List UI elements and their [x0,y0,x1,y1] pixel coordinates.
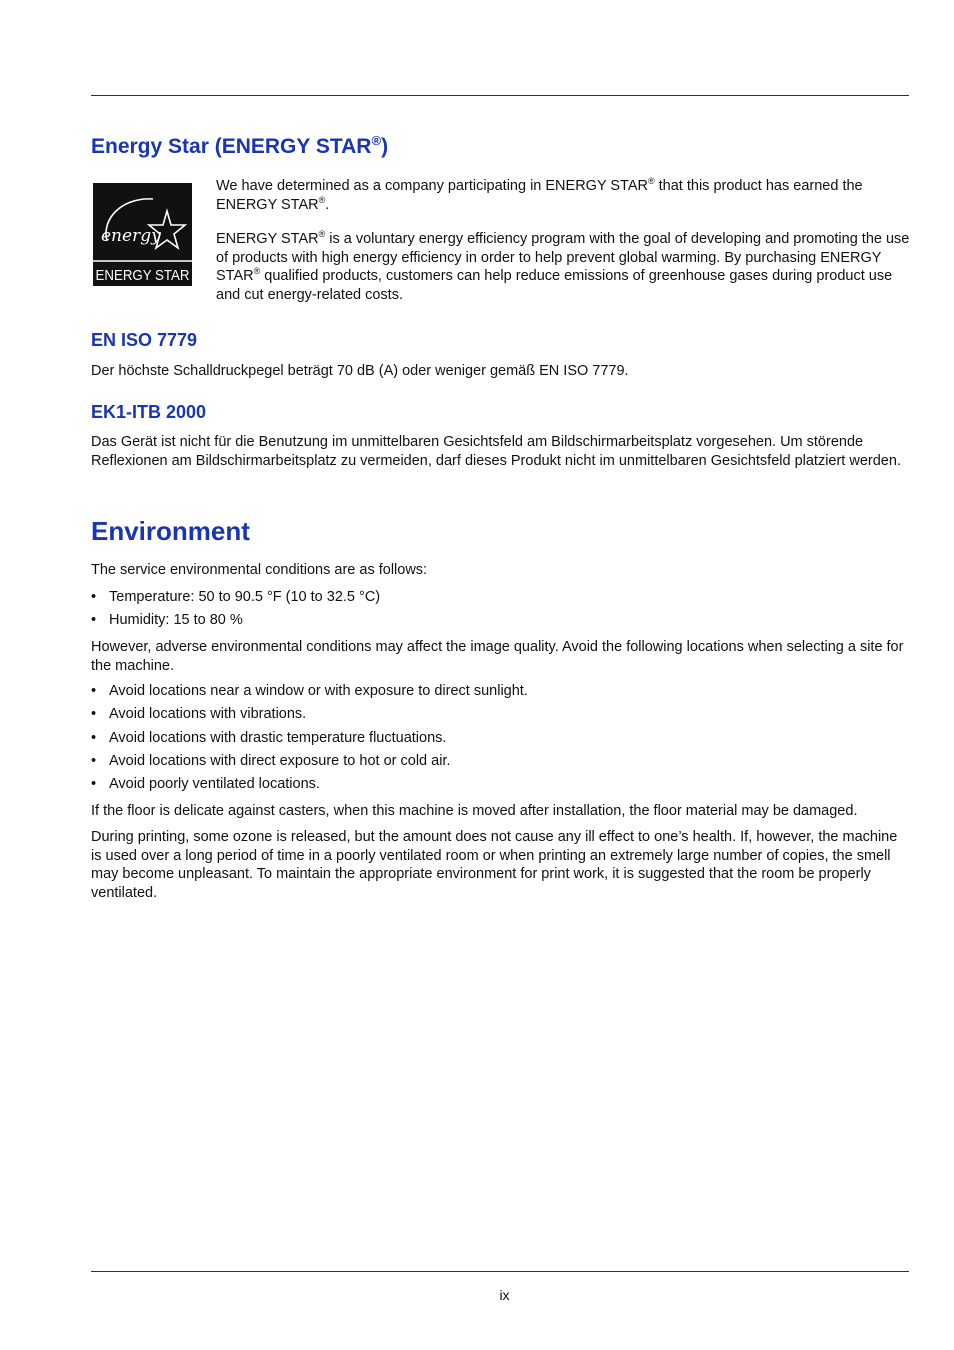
list-item: • Humidity: 15 to 80 % [91,612,243,629]
bullet-icon: • [91,729,97,746]
list-item: • Temperature: 50 to 90.5 °F (10 to 32.5 °C) [91,589,381,605]
list-item: • Avoid poorly ventilated locations. [91,776,320,793]
energy-star-logo-text: ENERGY STAR [95,267,190,284]
avoid-list [91,682,528,798]
list-item: • Avoid locations near a window or with exposure to direct sunlight. [91,683,528,699]
energy-script-text: energy [101,226,161,246]
environment-ozone: During printing, some ozone is released, but the amount does not cause any ill effect to one’s health. If, however, the machine is used over a long period of time in a poorly ventilated room or when printing an extremely large number of copies, the smell may become unpleasant. To maintain the appropriate environment for print work, it is suggested that the room be properly ventilated. [91,829,898,901]
environment-warning: However, adverse environmental conditions may affect the image quality. Avoid the following locations when selecting a site for the machine. [91,639,904,674]
environment-intro: The service environmental conditions are as follows: [91,562,428,578]
en-iso-heading: EN ISO 7779 [91,330,198,350]
bullet-icon: • [91,589,97,605]
en-iso-text: Der höchste Schalldruckpegel beträgt 70 dB (A) oder weniger gemäß EN ISO 7779. [91,363,629,379]
energy-star-logo [93,183,192,286]
list-item: • Avoid locations with direct exposure to hot or cold air. [91,752,451,769]
bullet-icon: • [91,752,97,769]
environment-floor: If the floor is delicate against casters, when this machine is moved after installation, the floor material may be damaged. [91,803,858,819]
bullet-icon: • [91,706,97,723]
bullet-icon: • [91,612,97,629]
bullet-icon: • [91,683,97,699]
footer-rule [91,1271,909,1272]
list-item: • Avoid locations with drastic temperature fluctuations. [91,729,447,746]
list-item: • Avoid locations with vibrations. [91,706,307,723]
energy-star-heading: Energy Star (ENERGY STAR®) [91,133,389,158]
ek1-text: Das Gerät ist nicht für die Benutzung im unmittelbaren Gesichtsfeld am Bildschirmarbeitsplatz vorgesehen. Um störende Reflexionen am Bildschirmarbeitsplatz zu vermeiden, darf dieses Produkt nicht im unmittelbaren Gesichtsfeld platziert werden. [91,434,901,469]
page-number: ix [499,1287,510,1303]
conditions-list [91,588,380,635]
energy-star-paragraph-2: ENERGY STAR® is a voluntary energy efficiency program with the goal of developing and promoting the use of products with high energy efficiency in order to help prevent global warming. By purchasing ENERGY STAR® qualified products, customers can help reduce emissions of greenhouse gases during product use and cut energy-related costs. [216,229,910,303]
bullet-icon: • [91,776,97,793]
ek1-heading: EK1-ITB 2000 [91,402,207,422]
energy-star-paragraph-1: We have determined as a company participating in ENERGY STAR® that this product has earned the ENERGY STAR®. [216,176,863,213]
header-rule [91,95,909,96]
environment-heading: Environment [91,516,250,546]
